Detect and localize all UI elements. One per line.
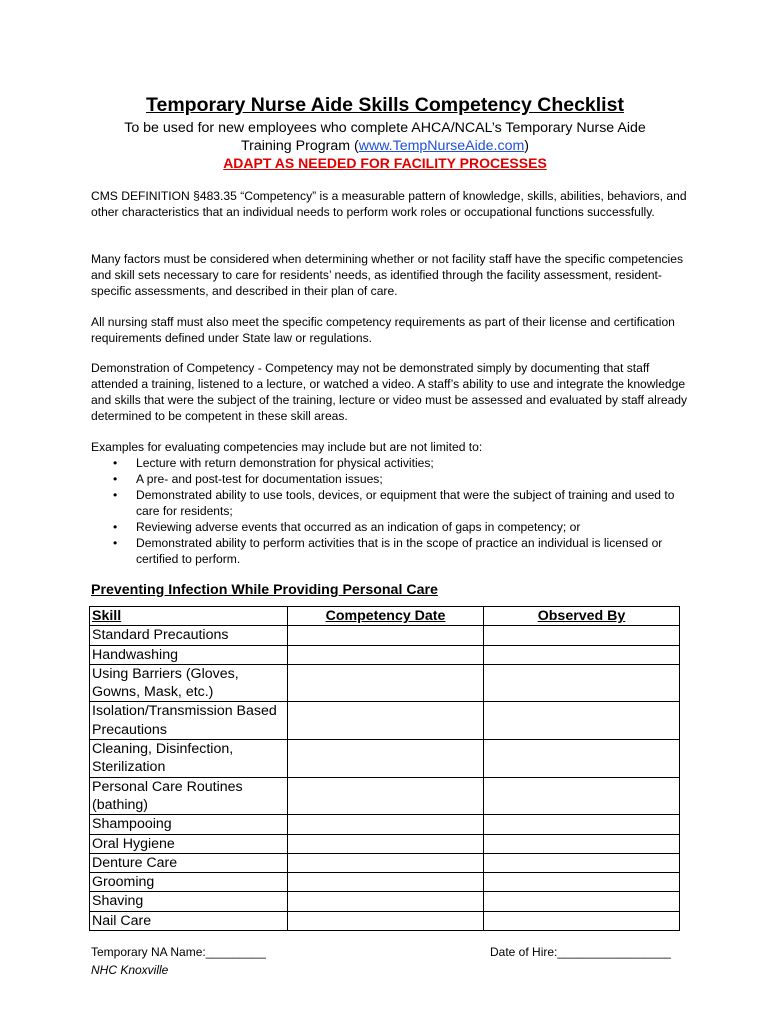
competency-date-cell[interactable] xyxy=(288,873,484,892)
page-title: Temporary Nurse Aide Skills Competency Checklist xyxy=(146,94,624,116)
observed-by-cell[interactable] xyxy=(484,911,680,930)
temporary-na-name-field[interactable]: Temporary NA Name:_________ xyxy=(91,945,266,959)
skill-cell: Shampooing xyxy=(90,815,288,834)
subtitle-suffix: ) xyxy=(524,138,530,154)
skill-cell: Standard Precautions xyxy=(90,626,288,645)
examples-list xyxy=(91,455,691,567)
competency-date-cell[interactable] xyxy=(288,702,484,740)
cms-definition-paragraph: CMS DEFINITION §483.35 “Competency” is a measurable pattern of knowledge, skills, abilities, behaviors, and other characteristics that an individual needs to perform work roles or occupational functions successfully. xyxy=(91,189,687,219)
competency-date-cell[interactable] xyxy=(288,626,484,645)
competency-date-cell[interactable] xyxy=(288,645,484,664)
skill-cell: Handwashing xyxy=(90,645,288,664)
skill-cell: Nail Care xyxy=(90,911,288,930)
subtitle-line-1: To be used for new employees who complete AHCA/NCAL’s Temporary Nurse Aide xyxy=(124,120,646,136)
demonstration-paragraph: Demonstration of Competency - Competency may not be demonstrated simply by documenting that staff attended a training, listened to a lecture, or watched a video. A staff’s ability to use and integrate the knowledge and skills that were the subject of the training, lecture or video must be assessed and evaluated by staff already determined to be competent in these skill areas. xyxy=(91,361,688,423)
factors-paragraph: Many factors must be considered when determining whether or not facility staff have the specific competencies and skill sets necessary to care for residents’ needs, as identified through the facility assessment, resident-specific assessments, and described in their plan of care. xyxy=(91,252,683,298)
observed-by-cell[interactable] xyxy=(484,834,680,853)
list-item: • Demonstrated ability to perform activities that is in the scope of practice an individual is licensed or certified to perform. xyxy=(91,535,691,567)
competency-date-cell[interactable] xyxy=(288,853,484,872)
competency-date-cell[interactable] xyxy=(288,834,484,853)
skills-table xyxy=(89,606,680,931)
table-row xyxy=(90,777,680,815)
observed-by-cell[interactable] xyxy=(484,777,680,815)
table-row xyxy=(90,702,680,740)
table-row xyxy=(90,626,680,645)
observed-by-cell[interactable] xyxy=(484,626,680,645)
observed-by-cell[interactable] xyxy=(484,664,680,702)
subtitle-prefix: Training Program ( xyxy=(240,138,359,154)
table-row xyxy=(90,892,680,911)
examples-block xyxy=(91,439,691,567)
training-program-link[interactable]: www.TempNurseAide.com xyxy=(358,138,525,154)
column-header-competency-date: Competency Date xyxy=(288,607,484,626)
observed-by-cell[interactable] xyxy=(484,645,680,664)
list-item: • Demonstrated ability to use tools, devices, or equipment that were the subject of training and used to care for residents; xyxy=(91,487,691,519)
table-row xyxy=(90,834,680,853)
skill-cell: Cleaning, Disinfection, Sterilization xyxy=(90,740,288,778)
date-of-hire-field[interactable]: Date of Hire:_________________ xyxy=(490,945,671,959)
skill-cell: Isolation/Transmission Based Precautions xyxy=(90,702,288,740)
competency-date-cell[interactable] xyxy=(288,892,484,911)
observed-by-cell[interactable] xyxy=(484,740,680,778)
section-title: Preventing Infection While Providing Personal Care xyxy=(91,582,438,598)
table-row xyxy=(90,853,680,872)
column-header-observed-by: Observed By xyxy=(484,607,680,626)
competency-date-cell[interactable] xyxy=(288,740,484,778)
observed-by-cell[interactable] xyxy=(484,873,680,892)
observed-by-cell[interactable] xyxy=(484,853,680,872)
table-row xyxy=(90,740,680,778)
subtitle xyxy=(60,119,710,155)
license-paragraph: All nursing staff must also meet the specific competency requirements as part of their license and certification requirements defined under State law or regulations. xyxy=(91,315,675,345)
skill-cell: Grooming xyxy=(90,873,288,892)
observed-by-cell[interactable] xyxy=(484,815,680,834)
competency-date-cell[interactable] xyxy=(288,664,484,702)
table-header-row xyxy=(90,607,680,626)
subtitle-line-2 xyxy=(60,137,710,155)
table-row xyxy=(90,815,680,834)
table-row xyxy=(90,911,680,930)
footer-name-block xyxy=(91,943,266,979)
skill-cell: Oral Hygiene xyxy=(90,834,288,853)
competency-date-cell[interactable] xyxy=(288,815,484,834)
table-row xyxy=(90,645,680,664)
column-header-skill: Skill xyxy=(90,607,288,626)
observed-by-cell[interactable] xyxy=(484,892,680,911)
competency-date-cell[interactable] xyxy=(288,777,484,815)
observed-by-cell[interactable] xyxy=(484,702,680,740)
list-item: • A pre- and post-test for documentation issues; xyxy=(91,471,691,487)
examples-intro: Examples for evaluating competencies may include but are not limited to: xyxy=(91,440,483,454)
skill-cell: Shaving xyxy=(90,892,288,911)
list-item: • Lecture with return demonstration for physical activities; xyxy=(91,455,691,471)
skill-cell: Personal Care Routines (bathing) xyxy=(90,777,288,815)
table-row xyxy=(90,664,680,702)
skill-cell: Using Barriers (Gloves, Gowns, Mask, etc.) xyxy=(90,664,288,702)
adapt-notice: ADAPT AS NEEDED FOR FACILITY PROCESSES xyxy=(223,155,547,171)
organization-name: NHC Knoxville xyxy=(91,963,169,977)
list-item: • Reviewing adverse events that occurred as an indication of gaps in competency; or xyxy=(91,519,691,535)
skill-cell: Denture Care xyxy=(90,853,288,872)
table-row xyxy=(90,873,680,892)
competency-date-cell[interactable] xyxy=(288,911,484,930)
